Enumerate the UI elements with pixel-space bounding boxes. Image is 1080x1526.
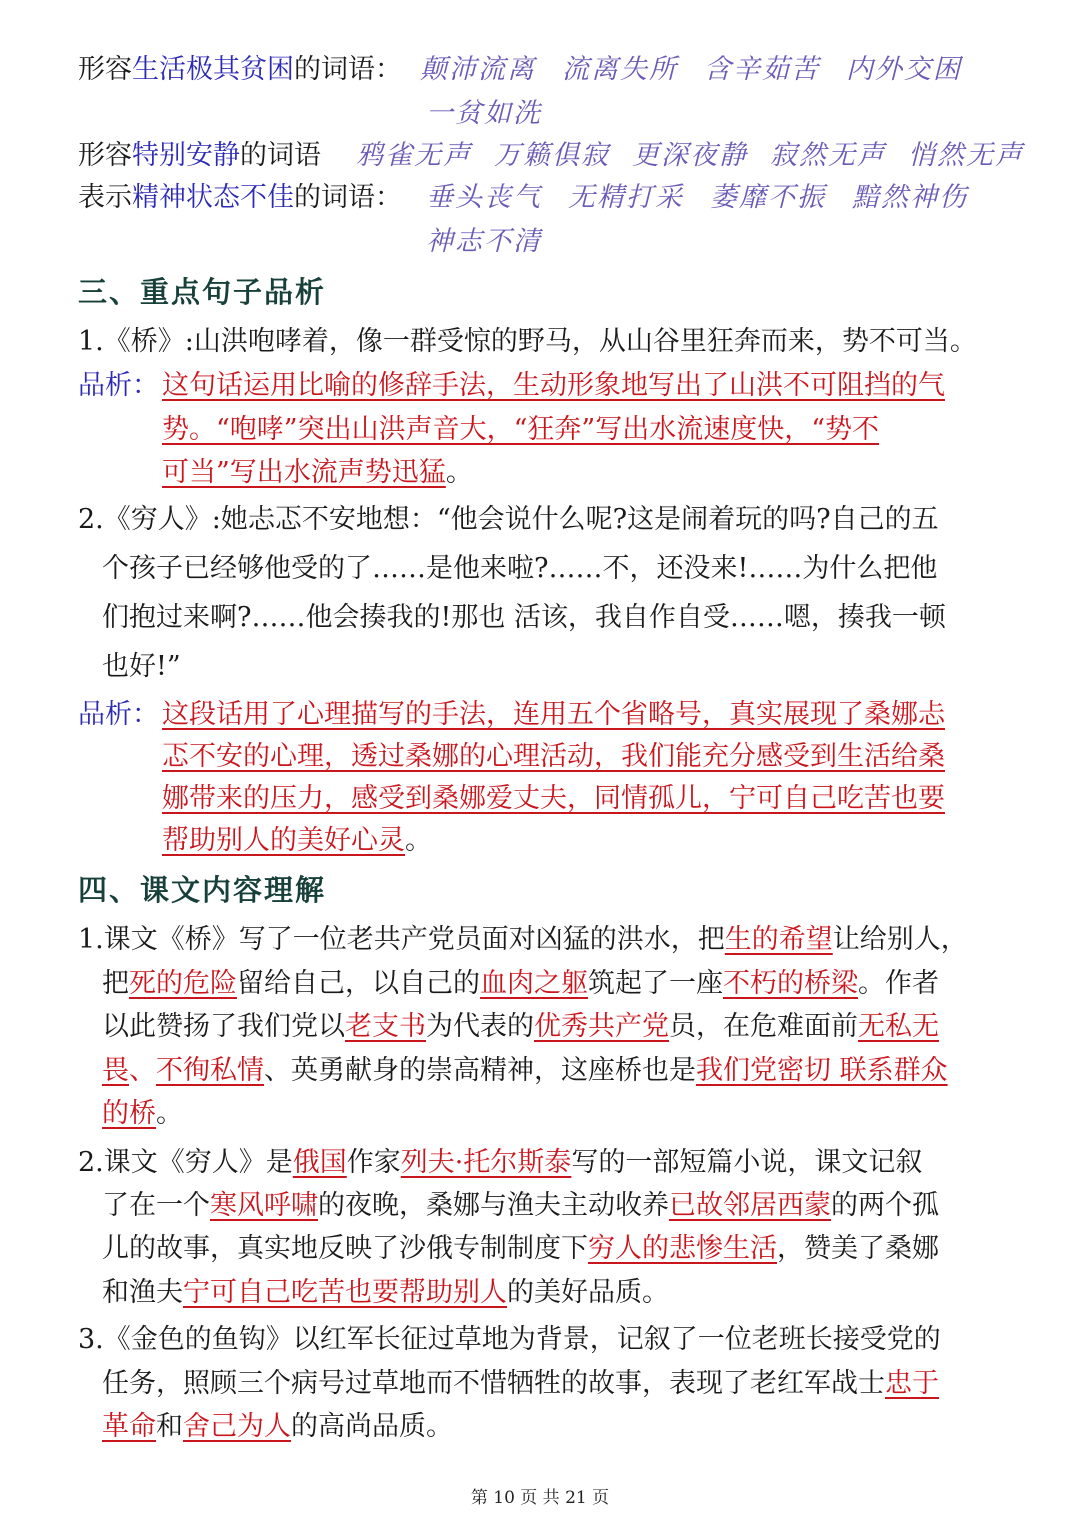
- text: 了在一个: [102, 1190, 210, 1221]
- text: 写的一部短篇小说，课文记叙: [571, 1147, 923, 1178]
- analysis-line: [162, 695, 945, 735]
- sentence-2-line: 们抱过来啊?……他会揍我的!那也 活该，我自作自受……嗯，揍我一顿: [102, 602, 946, 633]
- content-line: [102, 1229, 939, 1269]
- sentence-2-line: 个孩子已经够他受的了……是他来啦?……不，还没来!……为什么把他: [102, 553, 938, 584]
- content-line: [102, 1186, 939, 1226]
- vocab-word: 更深夜静: [632, 140, 748, 171]
- answer: 忠于: [885, 1368, 939, 1399]
- analysis-line: [162, 821, 432, 861]
- analysis-line: [162, 737, 945, 777]
- vocab-spirit-line: [78, 178, 402, 218]
- text: ，赞美了桑娜: [777, 1233, 939, 1264]
- text: 为代表的: [426, 1011, 534, 1042]
- text: 。作者: [858, 968, 939, 999]
- vocab-word: 黯然神伤: [852, 182, 968, 213]
- sentence-1: 1.《桥》:山洪咆哮着，像一群受惊的野马，从山谷里狂奔而来，势不可当。: [78, 326, 977, 357]
- answer: 不徇私情: [156, 1055, 264, 1086]
- vocab-word: 内外交困: [846, 54, 962, 85]
- vocab-prefix: 表示: [78, 182, 132, 213]
- text: 筑起了一座: [588, 968, 723, 999]
- answer: 血肉之躯: [480, 968, 588, 999]
- punctuation: 。: [405, 825, 432, 856]
- content-line: [78, 920, 968, 960]
- text: 儿的故事，真实地反映了沙俄专制制度下: [102, 1233, 588, 1264]
- analysis-text: 势。“咆哮”突出山洪声音大，“狂奔”写出水流速度快，“势不: [162, 414, 880, 445]
- answer: 已故邻居西蒙: [669, 1190, 831, 1221]
- answer: 畏: [102, 1055, 129, 1086]
- text: 、: [129, 1055, 156, 1086]
- analysis-line: [162, 453, 473, 493]
- answer: 穷人的悲惨生活: [588, 1233, 777, 1264]
- answer: 死的危险: [129, 968, 237, 999]
- vocab-poor-words-2: [426, 94, 542, 134]
- content-line: [102, 1094, 183, 1134]
- analysis-text: 娜带来的压力，感受到桑娜爱丈夫，同情孤儿，宁可自己吃苦也要: [162, 783, 945, 814]
- text: 1.课文《桥》写了一位老共产党员面对凶猛的洪水，把: [78, 924, 725, 955]
- text: 的两个孤: [831, 1190, 939, 1221]
- content-line: [102, 1407, 453, 1447]
- section-heading: 三、重点句子品析: [78, 275, 327, 309]
- analysis-line: [162, 410, 879, 450]
- content-line: [102, 1364, 939, 1404]
- vocab-poor-words: [420, 50, 962, 90]
- vocab-word: 鸦雀无声: [356, 140, 472, 171]
- analysis-text: 这句话运用比喻的修辞手法，生动形象地写出了山洪不可阻挡的气: [162, 370, 945, 401]
- answer: 老支书: [345, 1011, 426, 1042]
- analysis-text: 这段话用了心理描写的手法，连用五个省略号，真实展现了桑娜忐: [162, 699, 945, 730]
- punctuation: 。: [445, 457, 473, 488]
- text: 员，在危难面前: [669, 1011, 858, 1042]
- text: 2.课文《穷人》是: [78, 1147, 293, 1178]
- vocab-prefix: 形容: [78, 140, 132, 171]
- content-line: [78, 1143, 922, 1183]
- text: 。: [156, 1098, 183, 1129]
- vocab-keyword: 生活极其贫困: [132, 54, 294, 85]
- vocab-word: 含辛茹苦: [704, 54, 820, 85]
- content-line: 3.《金色的鱼钩》以红军长征过草地为背景，记叙了一位老班长接受党的: [78, 1324, 941, 1355]
- text: 和: [156, 1411, 183, 1442]
- sentence-2-line: 2.《穷人》:她忐忑不安地想：“他会说什么呢?这是闹着玩的吗?自己的五: [78, 504, 939, 535]
- analysis-line: [162, 366, 945, 406]
- vocab-word: 一贫如洗: [426, 98, 542, 129]
- text: 作家: [346, 1147, 401, 1178]
- text: 的夜晚，桑娜与渔夫主动收养: [318, 1190, 669, 1221]
- sentence-2-line: 也好!”: [102, 651, 181, 682]
- answer: 无私无: [858, 1011, 939, 1042]
- vocab-suffix: 的词语：: [294, 182, 402, 213]
- vocab-word: 万籁俱寂: [494, 140, 610, 171]
- content-line: [102, 1007, 939, 1047]
- vocab-word: 垂头丧气: [426, 182, 542, 213]
- vocab-word: 颠沛流离: [420, 54, 536, 85]
- vocab-spirit-words-2: [426, 222, 542, 262]
- text: 让给别人，: [832, 924, 968, 955]
- section-heading: 四、课文内容理解: [78, 873, 327, 907]
- content-line: [102, 964, 939, 1004]
- vocab-word: 神志不清: [426, 226, 542, 257]
- content-line: [102, 1273, 669, 1313]
- vocab-keyword: 特别安静: [132, 140, 240, 171]
- text: 的美好品质。: [507, 1277, 669, 1308]
- text: 任务，照顾三个病号过草地而不惜牺牲的故事，表现了老红军战士: [102, 1368, 885, 1399]
- answer: 宁可自己吃苦也要帮助别人: [183, 1277, 507, 1308]
- vocab-quiet-line: [78, 136, 321, 176]
- vocab-prefix: 形容: [78, 54, 132, 85]
- vocab-spirit-words: [426, 178, 968, 218]
- answer: 舍己为人: [183, 1411, 291, 1442]
- analysis-label: 品析：: [78, 699, 159, 730]
- vocab-keyword: 精神状态不佳: [132, 182, 294, 213]
- vocab-word: 寂然无声: [770, 140, 886, 171]
- text: 留给自己，以自己的: [237, 968, 480, 999]
- analysis-text: 帮助别人的美好心灵: [162, 825, 405, 856]
- answer: 优秀共产党: [534, 1011, 669, 1042]
- vocab-suffix: 的词语: [240, 140, 321, 171]
- text: 以此赞扬了我们党以: [102, 1011, 345, 1042]
- vocab-word: 萎靡不振: [710, 182, 826, 213]
- vocab-quiet-words: [356, 136, 1024, 176]
- text: 和渔夫: [102, 1277, 183, 1308]
- vocab-word: 无精打采: [568, 182, 684, 213]
- answer: 革命: [102, 1411, 156, 1442]
- answer: 生的希望: [724, 924, 833, 955]
- answer: 不朽的桥梁: [723, 968, 858, 999]
- analysis-line: [162, 779, 945, 819]
- text: 的高尚品质。: [291, 1411, 453, 1442]
- analysis-label: 品析：: [78, 370, 159, 401]
- answer: 我们党密切 联系群众: [696, 1055, 948, 1086]
- page-number: 第 10 页 共 21 页: [470, 1488, 610, 1508]
- answer: 寒风呼啸: [210, 1190, 318, 1221]
- vocab-poor-line: [78, 50, 402, 90]
- text: 把: [102, 968, 129, 999]
- answer: 列夫·托尔斯泰: [400, 1147, 572, 1178]
- vocab-suffix: 的词语：: [294, 54, 402, 85]
- vocab-word: 流离失所: [562, 54, 678, 85]
- analysis-text: 可当”写出水流声势迅猛: [162, 457, 446, 488]
- text: 、英勇献身的崇高精神，这座桥也是: [264, 1055, 696, 1086]
- analysis-text: 忑不安的心理，透过桑娜的心理活动，我们能充分感受到生活给桑: [162, 741, 945, 772]
- content-line: [102, 1051, 948, 1091]
- vocab-word: 悄然无声: [908, 140, 1024, 171]
- answer: 的桥: [102, 1098, 156, 1129]
- answer: 俄国: [292, 1147, 347, 1178]
